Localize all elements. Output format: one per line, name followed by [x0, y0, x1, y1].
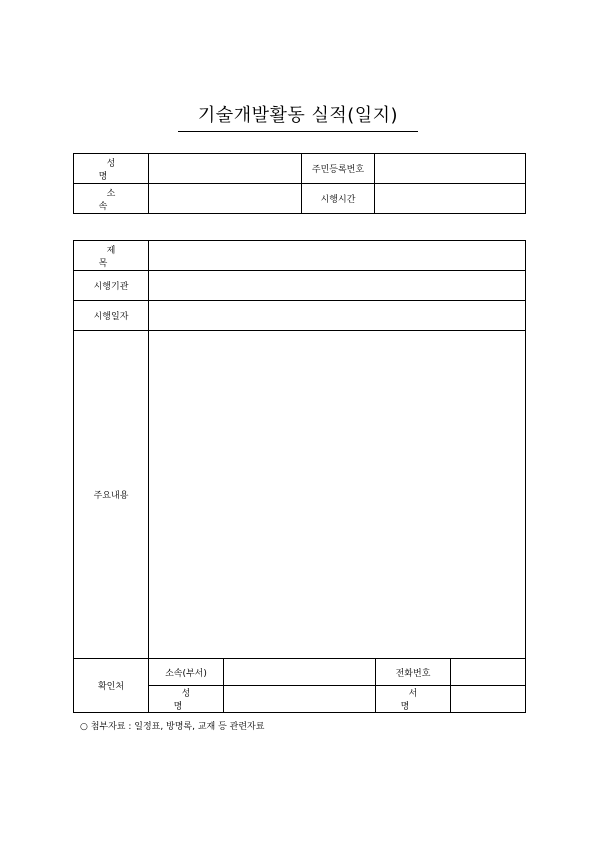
content-field[interactable] [149, 331, 526, 659]
dept-field[interactable] [224, 659, 376, 686]
affiliation-field[interactable] [149, 184, 302, 214]
name-field[interactable] [149, 154, 302, 184]
confirmer-label: 확인처 [74, 659, 149, 713]
date-field[interactable] [149, 301, 526, 331]
hours-field[interactable] [375, 184, 526, 214]
activity-table [73, 240, 526, 659]
rrn-label: 주민등록번호 [302, 154, 375, 184]
page-title: 기술개발활동 실적(일지) [178, 101, 418, 132]
affiliation-label: 소 속 [74, 184, 149, 214]
confirmer-name-label: 성 명 [149, 686, 224, 713]
subject-field[interactable] [149, 241, 526, 271]
phone-label: 전화번호 [376, 659, 451, 686]
name-label: 성 명 [74, 154, 149, 184]
hours-label: 시행시간 [302, 184, 375, 214]
institution-field[interactable] [149, 271, 526, 301]
phone-field[interactable] [451, 659, 526, 686]
attachment-note: ○ 첨부자료 : 일정표, 방명록, 교재 등 관련자료 [80, 722, 265, 732]
sign-label: 서 명 [376, 686, 451, 713]
rrn-field[interactable] [375, 154, 526, 184]
confirmer-table [73, 658, 526, 713]
personal-info-table [73, 153, 526, 214]
date-label: 시행일자 [74, 301, 149, 331]
content-label: 주요내용 [74, 331, 149, 659]
sign-field[interactable] [451, 686, 526, 713]
confirmer-name-field[interactable] [224, 686, 376, 713]
institution-label: 시행기관 [74, 271, 149, 301]
dept-label: 소속(부서) [149, 659, 224, 686]
subject-label: 제 목 [74, 241, 149, 271]
